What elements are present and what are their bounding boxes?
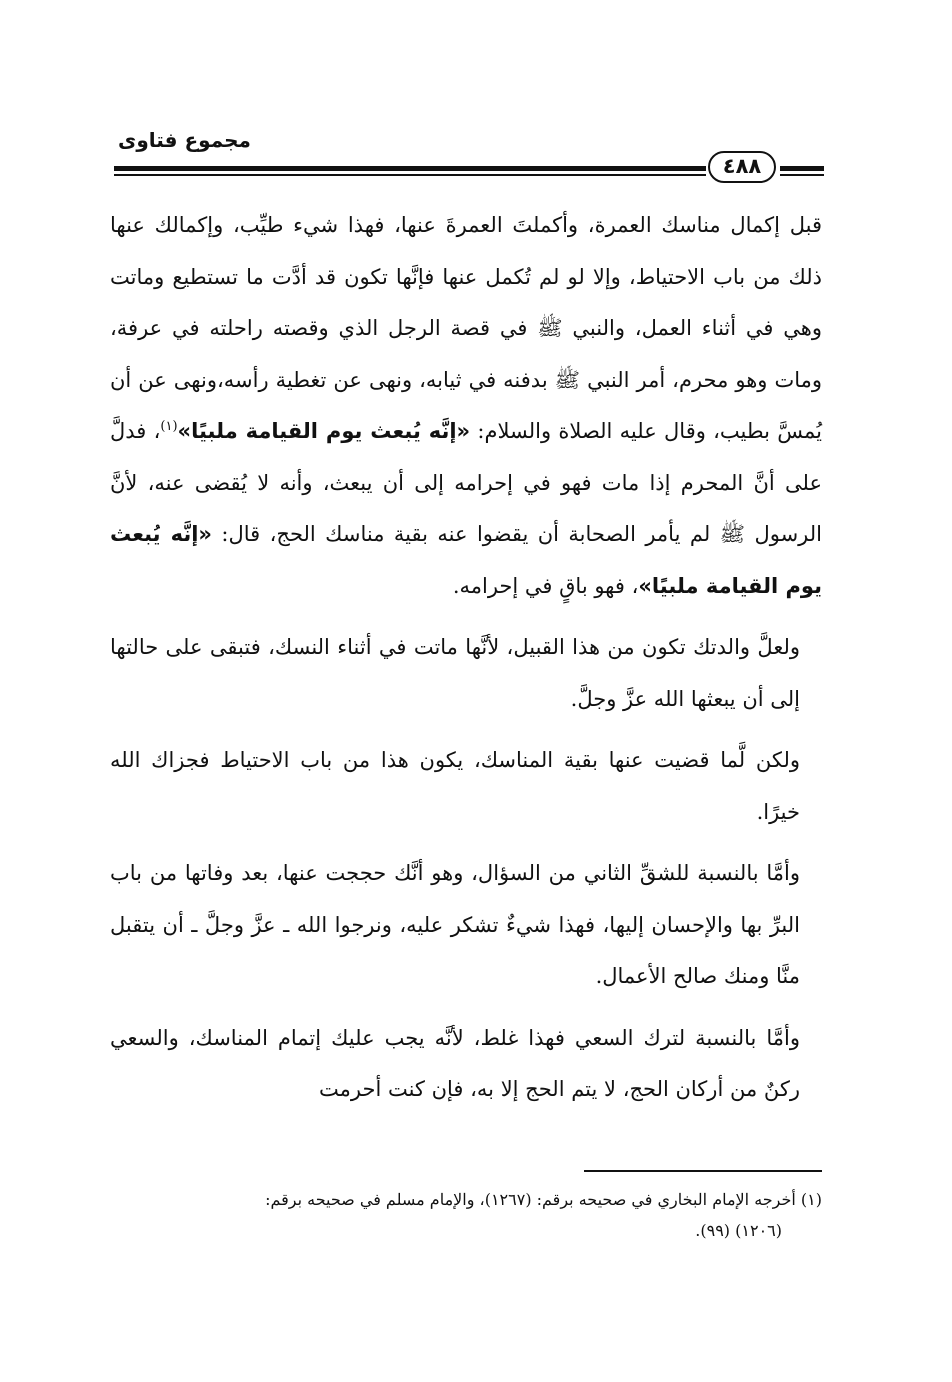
paragraph-5: وأمَّا بالنسبة لترك السعي فهذا غلط، لأنَّه يجب عليك إتمام المناسك، والسعي ركنٌ من أركان الحج، لا يتم الحج إلا به، فإن كنت أحرمت [110,1025,800,1101]
paragraph-1-middle: ، فدلَّ على أنَّ المحرم إذا مات فهو في إحرامه إلى أن يبعث، وأنه لا يُقضى عنه، لأنَّ الرسول ﷺ لم يأمر الصحابة أن يقضوا عنه بقية مناسك الحج، قال: [110,419,822,546]
hadith-quote-2: «إنَّه يُبعث يوم القيامة ملبيًا» [110,522,822,598]
paragraph-1 [110,200,822,612]
header-rule-right-thin [780,174,824,176]
header-rule-thick [114,166,706,171]
paragraph-3: ولكن لَّما قضيت عنها بقية المناسك، يكون هذا من باب الاحتياط فجزاك الله خيرًا. [110,748,800,824]
paragraph-4: وأمَّا بالنسبة للشقِّ الثاني من السؤال، وهو أنَّك حججت عنها، بعد وفاتها من باب البرِّ بها والإحسان إليها، فهذا شيءٌ تشكر عليه، ونرجوا الله ـ عزَّ وجلَّ ـ أن يتقبل منَّا ومنك صالح الأعمال. [110,861,800,988]
header-rule-thin [114,174,706,176]
footnote [110,1184,822,1246]
body-text [110,200,822,1116]
hadith-quote-1: «إنَّه يُبعث يوم القيامة ملبيًا» [177,419,471,443]
footnote-line-2: (١٢٠٦) (٩٩). [695,1221,782,1240]
running-header-title: مجموع فتاوى [118,128,251,152]
paragraph-1-intro: قبل إكمال مناسك العمرة، وأكملتَ العمرةَ عنها، فهذا شيء طيِّب، وإكمالك عنها ذلك من باب الاحتياط، وإلا لو لم تُكمل عنها فإنَّها تكون قد أدَّت ما تستطيع وماتت وهي في أثناء العمل، والنبي ﷺ في قصة الرجل الذي وقصته راحلته في عرفة، ومات وهو محرم، أمر النبي ﷺ بدفنه في ثيابه، ونهى عن تغطية رأسه،ونهى عن أن يُمسَّ بطيب، وقال عليه الصلاة والسلام: [110,213,822,443]
footnote-separator [584,1170,822,1172]
page-number-badge: ٤٨٨ [708,151,776,183]
footnote-line-1: (١) أخرجه الإمام البخاري في صحيحه برقم: (١٢٦٧)، والإمام مسلم في صحيحه برقم: [265,1190,822,1209]
paragraph-2: ولعلَّ والدتك تكون من هذا القبيل، لأنَّها ماتت في أثناء النسك، فتبقى على حالتها إلى أن يبعثها الله عزَّ وجلَّ. [110,635,800,711]
paragraph-1-end: ، فهو باقٍ في إحرامه. [452,573,639,598]
header-rule-right-thick [780,166,824,171]
footnote-reference[interactable]: (١) [160,419,178,434]
